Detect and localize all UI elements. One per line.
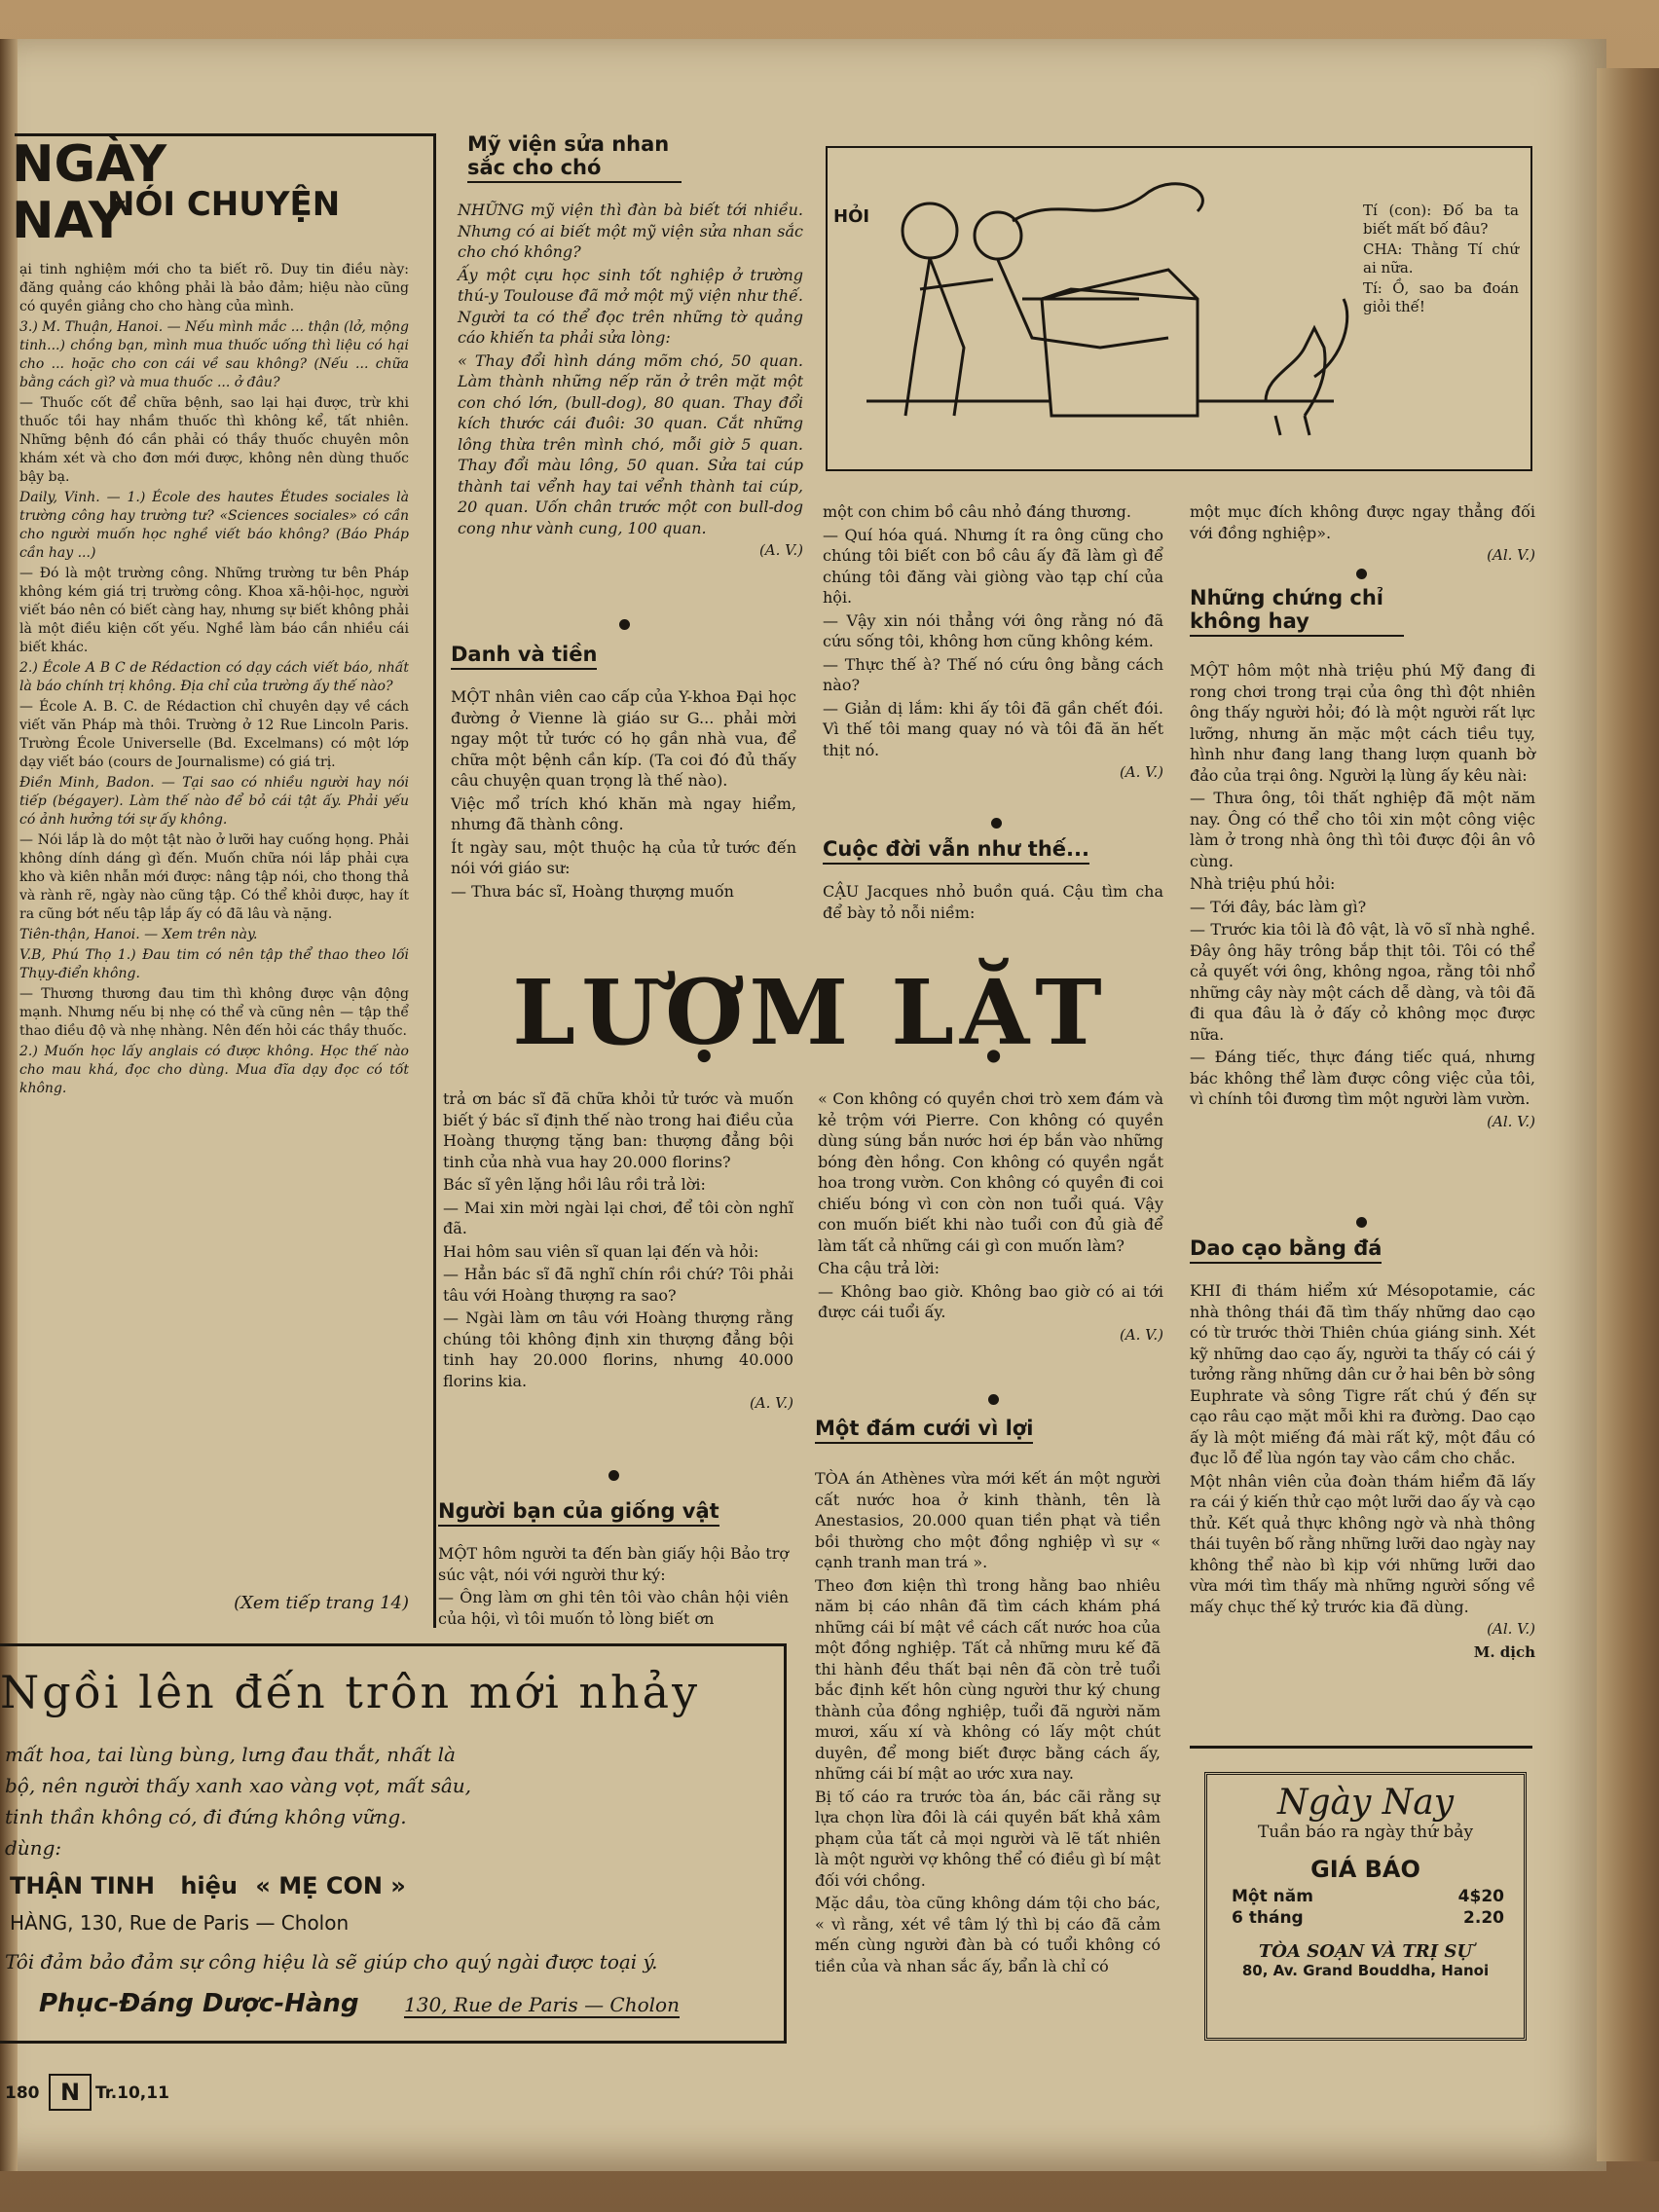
cartoon-box <box>826 146 1532 471</box>
subscription-title: Ngày Nay <box>1276 1783 1455 1823</box>
paragraph: NHỮNG mỹ viện thì đàn bà biết tới nhiều. Nhưng có ai biết một mỹ viện sửa nhan sắc cho chó không? <box>458 201 803 261</box>
article-title: Dao cạo bằng đá <box>1190 1236 1382 1264</box>
article-body <box>815 1468 1161 2052</box>
paragraph: « Thay đổi hình dáng mõm chó, 50 quan. Làm thành những nếp răn ở trên mặt một con chó lớn, (bull-dog), 80 quan. Thay đổi kích thước cái đuôi: 30 quan. Cắt những lông thừa trên mình chó, mỗi giờ 5 quan. Thay đổi màu lông, 50 quan. Sửa tai cúp thành tai vểnh hay tai vểnh thành tai cúp, 20 quan. Uốn chân trước một con bull-dog cong như vành cung, 100 quan. <box>458 350 803 537</box>
ad-line: tinh thần không có, đi đứng không vững. <box>5 1805 407 1828</box>
paragraph: — Vậy xin nói thẳng với ông rằng nó đã cứu sống tôi, không hơn cũng không kém. <box>823 610 1163 650</box>
dialogue-line: Tí (con): Đố ba ta biết mất bố đâu? <box>1363 202 1519 238</box>
signature: (A. V.) <box>749 1394 793 1412</box>
translator-credit: M. dịch <box>1473 1642 1535 1661</box>
signature: (A. V.) <box>1119 763 1163 781</box>
paragraph: KHI đi thám hiểm xứ Mésopotamie, các nhà thông thái đã tìm thấy những dao cạo có từ trước thời Thiên chúa giáng sinh. Xét kỹ những dao cạo ấy, người ta thấy có cái ý tưởng rằng những dân cư ở hai bên bờ sông Euphrate và sông Tigre rất chú ý đến sự cạo râu cạo mặt mỗi khi ra đường. Dao cạo ấy là một miếng đá mài rất kỹ, một đầu có đục lỗ để lùa ngón tay vào cầm cho chắc. <box>1190 1281 1535 1467</box>
paragraph: — Thưa bác sĩ, Hoàng thượng muốn <box>451 881 734 901</box>
paragraph: — Ngài làm ơn tâu với Hoàng thượng rằng chúng tôi không định xin thượng đẳng bội tinh hay 20.000 florins, nhưng 40.000 florins kia. <box>443 1309 793 1390</box>
book-edge <box>1597 68 1659 2161</box>
subscription-box <box>1204 1772 1527 2041</box>
subscription-subtitle: Tuần báo ra ngày thứ bảy <box>1257 1823 1474 1842</box>
paragraph: MỘT hôm một nhà triệu phú Mỹ đang đi rong chơi trong trại của ông thì đột nhiên ông thấy người hỏi; đó là một người rất lực lưỡng, nhưng ăn mặc một cách tiều tụy, hình như đang lang thang lượn quanh bờ đảo của trại ông. Người lạ lùng ấy kêu nài: <box>1190 661 1535 785</box>
paragraph: — Tới đây, bác làm gì? <box>1190 897 1367 916</box>
product-prefix: THẬN TINH <box>10 1872 155 1899</box>
signature: (Al. V.) <box>1487 1112 1535 1130</box>
paragraph: — Ông làm ơn ghi tên tôi vào chân hội viên của hội, vì tôi muốn tỏ lòng biết ơn <box>438 1588 789 1628</box>
answer: — École A. B. C. de Rédaction chỉ chuyên dạy về cách viết văn Pháp mà thôi. Trường ở 12 Rue Lincoln Paris. Trường École Universelle (Bd. Excelmans) có một lớp dạy viết báo (cours de Journalisme) có giá trị. <box>19 699 409 770</box>
separator-dot <box>619 619 630 630</box>
continued-note: (Xem tiếp trang 14) <box>234 1593 409 1613</box>
signature: (A. V.) <box>1119 1325 1163 1344</box>
separator-dot <box>608 1470 619 1481</box>
paragraph: một con chim bồ câu nhỏ đáng thương. <box>823 502 1131 521</box>
paragraph: Bác sĩ yên lặng hồi lâu rồi trả lời: <box>443 1175 706 1194</box>
paragraph: ại tinh nghiệm mới cho ta biết rõ. Duy tin điều này: đăng quảng cáo không phải là bảo đảm; hiệu nào cũng có quyền giảng cho cho hàng của mình. <box>19 262 409 314</box>
article-body <box>438 1543 789 1631</box>
paragraph: — Thưa ông, tôi thất nghiệp đã một năm nay. Ông có thể cho tôi xin một công việc làm ở trong nhà ông thì tôi được đội ân vô cùng. <box>1190 789 1535 870</box>
pharmacy-address: 130, Rue de Paris — Cholon <box>404 1993 680 2016</box>
paragraph: — Hẳn bác sĩ đã nghĩ chín rồi chứ? Tôi phải tâu với Hoàng thượng ra sao? <box>443 1265 793 1305</box>
separator-dot <box>1356 1217 1367 1228</box>
article-body <box>458 200 803 564</box>
paragraph: Ít ngày sau, một thuộc hạ của tử tước đến nói với giáo sư: <box>451 837 796 877</box>
ad-description <box>5 1739 471 1863</box>
reader-question: 3.) M. Thuận, Hanoi. — Nếu mình mắc ... thận (lở, mộng tinh...) chồng bạn, mình mua thuốc uống thì liệu có hại cho ... hoặc cho con cái về sau không? (Nếu ... chữa bằng cách gì? và mua thuốc ... ở đâu? <box>19 319 409 390</box>
article-body <box>1190 501 1535 569</box>
paragraph: Theo đơn kiện thì trong hằng bao nhiêu năm bị cáo nhân đã tìm cách khám phá những cái bí mật về cách cất nước hoa của một đồng nghiệp. Tất cả những mưu kế đã thi hành đều thất bại nên đã còn trẻ tuổi bắc định kết hôn cùng người thư ký chung thành của đồng nghiệp, tuổi đã người năm mươi, xấu xí và không có lấy một chút duyên, để mong biết được bằng cách ấy, những cái bí mật ao ước xưa nay. <box>815 1575 1161 1783</box>
paragraph: Mặc dầu, tòa cũng không dám tội cho bác, « vì rằng, xét về tâm lý thì bị cáo đã cảm mến cùng người đàn bà có tuổi không có tiền của và nhan sắc ấy, bẩn là chỉ có <box>815 1894 1161 1975</box>
cartoon-dialogue <box>1363 202 1519 318</box>
price-row <box>1207 1906 1524 1928</box>
pharmacy-name: Phục-Đáng Dược-Hàng <box>39 1989 359 2018</box>
product-name: « MẸ CON » <box>255 1872 406 1899</box>
article-title: Mỹ viện sửa nhan sắc cho chó <box>467 132 682 183</box>
article-body <box>823 501 1163 786</box>
price-label: 6 tháng <box>1232 1908 1304 1928</box>
price-label: Một năm <box>1232 1887 1313 1906</box>
article-title: Những chứng chỉ không hay <box>1190 586 1404 637</box>
masthead-fragment: NGÀY NAY <box>12 135 167 250</box>
reader-question: 2.) Muốn học lấy anglais có được không. Học thế nào cho mau khá, đọc cho dùng. Mua đĩa dạy đọc có tốt không. <box>19 1044 409 1096</box>
product-line <box>10 1872 406 1899</box>
paragraph: Việc mổ trích khó khăn mà ngay hiểm, nhưng đã thành công. <box>451 793 796 833</box>
answer: — Nói lắp là do một tật nào ở lưỡi hay cuống họng. Phải không dính dáng gì đến. Muốn chữa nói lắp phải cựa kho và kiên nhẫn mới được: nâng tập nói, cho thong thả và rành rẽ, ngày nào cũng tập. Có thể khỏi được, hay ít ra cũng bớt nếu tập lắp ấy có đã lâu và nặng. <box>19 832 409 922</box>
article-body <box>1190 1280 1535 1665</box>
paragraph: TÒA án Athènes vừa mới kết án một người cất nước hoa ở kinh thành, tên là Anestasios, 20.000 quan tiền phạt và tiền bồi thường cho một đồng nghiệp vì sự « cạnh tranh man trá ». <box>815 1469 1161 1571</box>
office-address: 80, Av. Grand Bouddha, Hanoi <box>1241 1962 1490 1979</box>
article-body <box>1190 660 1535 1134</box>
article-title: Cuộc đời vẫn như thế... <box>823 837 1089 865</box>
ad-line: mất hoa, tai lùng bùng, lưng đau thắt, nhất là <box>5 1743 456 1766</box>
price-value: 4$20 <box>1457 1887 1504 1906</box>
ad-guarantee: Tôi đảm bảo đảm sự công hiệu là sẽ giúp cho quý ngài được toại ý. <box>5 1950 658 1973</box>
left-column-text <box>19 261 409 1595</box>
answer: — Thuốc cốt để chữa bệnh, sao lại hại được, trừ khi thuốc tồi hay nhầm thuốc thì không kể, tất nhiên. Những bệnh đó cần phải có thầy thuốc chuyên môn khám xét và cho đơn mới được, không nên dùng thuốc bậy bạ. <box>19 395 409 485</box>
reader-question: Daily, Vinh. — 1.) École des hautes Études sociales là trường công hay trường tư? «Sciences sociales» có cần cho người muốn học nghề viết báo không? (Báo Pháp cần hay ...) <box>19 490 409 561</box>
separator-dot <box>1356 569 1367 579</box>
signature: (Al. V.) <box>1487 1620 1535 1638</box>
paragraph: « Con không có quyền chơi trò xem đám và kẻ trộm với Pierre. Con không có quyền dùng súng bắn nước hơi ép bắn vào những bóng đèn hồng. Con không có quyền ngắt hoa trong vườn. Con không có quyền đi coi chiếu bóng vì con còn non tuổi quá. Vậy con muốn biết khi nào tuổi con đủ già để làm tất cả những cái gì con muốn làm? <box>818 1089 1163 1255</box>
ad-line: bộ, nên người thấy xanh xao vàng vọt, mất sâu, <box>5 1774 472 1797</box>
paragraph: — Thực thế à? Thế nó cứu ông bằng cách nào? <box>823 654 1163 694</box>
signature: (Al. V.) <box>1487 546 1535 564</box>
answer: — Đó là một trường công. Những trường tư bên Pháp không kém giá trị trường công. Khoa xã-hội-học, người viết báo nên có biết càng hay, nhưng sự biết không phải là một điều kiện cốt yếu. Nghề làm báo cần nhiều cái biết khác. <box>19 566 409 655</box>
paragraph: MỘT hôm người ta đến bàn giấy hội Bảo trợ súc vật, nói với người thư ký: <box>438 1544 789 1584</box>
price-value: 2.20 <box>1463 1908 1504 1928</box>
paragraph: MỘT nhân viên cao cấp của Y-khoa Đại học đường ở Vienne là giáo sư G... phải mời ngay một tử tước có họ gần nhà vua, để chữa một bệnh cần kíp. (Ta coi đó đủ thấy câu chuyện quan trọng là thế nào). <box>451 687 796 790</box>
reader-question: V.B, Phú Thọ 1.) Đau tim có nên tập thể thao theo lối Thụy-điển không. <box>19 947 409 981</box>
article-body <box>451 686 796 903</box>
dialogue-line: Tí: Ồ, sao ba đoán giỏi thế! <box>1363 279 1519 315</box>
paragraph: — Trước kia tôi là đô vật, là võ sĩ nhà nghề. Đây ông hãy trông bắp thịt tôi. Tôi có thể cả quyết với ông, không ngoa, rằng tôi nhổ những cây này một cách dễ dàng, và tôi đã đi qua đâu là ở đấy cỏ không mọc được nữa. <box>1190 920 1535 1044</box>
price-heading: GIÁ BÁO <box>1310 1856 1420 1883</box>
reader-question: Tiên-thận, Hanoi. — Xem trên này. <box>19 927 258 942</box>
paragraph: CẬU Jacques nhỏ buồn quá. Cậu tìm cha để bày tỏ nỗi niềm: <box>823 882 1163 922</box>
ad-headline: Ngồi lên đến trôn mới nhảy <box>0 1666 701 1718</box>
signature: (A. V.) <box>758 541 803 559</box>
article-body <box>818 1088 1163 1347</box>
office-heading: TÒA SOẠN VÀ TRỊ SỰ <box>1258 1941 1473 1962</box>
article-body <box>443 1088 793 1417</box>
answer: — Thương thương đau tim thì không được vận động mạnh. Nhưng nếu bị nhẹ có thể và cũng nên — tập thể thao điều độ và nhẹ nhàng. Nên đến hỏi các thầy thuốc. <box>19 986 409 1039</box>
article-title: Một đám cưới vì lợi <box>815 1417 1033 1444</box>
shop-line: HÀNG, 130, Rue de Paris — Cholon <box>10 1911 350 1935</box>
paragraph: — Mai xin mời ngài lại chơi, để tôi còn nghĩ đã. <box>443 1198 793 1237</box>
cartoon-illustration <box>847 153 1353 464</box>
section-title: NÓI CHUYỆN <box>107 185 341 224</box>
paragraph: một mục đích không được ngay thẳng đối với đồng nghiệp». <box>1190 502 1535 542</box>
ad-line: dùng: <box>5 1836 62 1860</box>
paragraph: Nhà triệu phú hỏi: <box>1190 874 1336 893</box>
paragraph: Một nhân viên của đoàn thám hiểm đã lấy ra cái ý kiến thử cạo một lưỡi dao ấy và cạo thử. Kết quả thực không ngờ và nhà thông thái tuyên bố rằng những lưỡi dao ngày nay không thể nào bì kịp với những lưỡi dao vừa mới tìm thấy mà những người sống về mấy chục thế kỷ trước kia đã dùng. <box>1190 1471 1535 1616</box>
paragraph: — Giản dị lắm: khi ấy tôi đã gần chết đói. Vì thế tôi mang quay nó và tôi đã ăn hết thịt nó. <box>823 698 1163 759</box>
price-row <box>1207 1883 1524 1906</box>
cartoon-label: HỎI <box>833 206 870 227</box>
paragraph: Cha cậu trả lời: <box>818 1259 940 1277</box>
reader-question: Điền Minh, Badon. — Tại sao có nhiều người hay nói tiếp (bégayer). Làm thế nào để bỏ cái tật ấy. Phải yếu có ảnh hưởng tới sự ấy không. <box>19 775 409 828</box>
subscription-top-rule <box>1190 1746 1532 1749</box>
reader-question: 2.) École A B C de Rédaction có dạy cách viết báo, nhất là báo chính trị không. Địa chỉ của trường ấy thế nào? <box>19 660 409 694</box>
paragraph: trả ơn bác sĩ đã chữa khỏi tử tước và muốn biết ý bác sĩ định thế nào trong hai điều của Hoàng thượng tặng ban: thượng đẳng bội tinh của nhà vua hay 20.000 florins? <box>443 1089 793 1171</box>
page-numbers: Tr.10,11 <box>95 2083 169 2103</box>
paragraph: — Không bao giờ. Không bao giờ có ai tới được cái tuổi ấy. <box>818 1281 1163 1321</box>
paragraph: Hai hôm sau viên sĩ quan lại đến và hỏi: <box>443 1241 759 1261</box>
article-body <box>823 881 1163 925</box>
left-box-right-rule <box>433 133 436 1628</box>
issue-number: 180 <box>5 2083 40 2103</box>
advertisement-box <box>0 1643 787 2044</box>
ngay-nay-logo-icon: N <box>49 2074 92 2111</box>
separator-dot <box>988 1394 999 1405</box>
paragraph: — Quí hóa quá. Nhưng ít ra ông cũng cho chúng tôi biết con bồ câu ấy đã làm gì để chúng tôi đăng vài giòng vào tạp chí của hội. <box>823 525 1163 607</box>
dialogue-line: CHA: Thằng Tí chứ ai nữa. <box>1363 240 1519 276</box>
paragraph: — Đáng tiếc, thực đáng tiếc quá, nhưng bác không thể làm được công việc của tôi, vì chính tôi đương tìm một người làm vườn. <box>1190 1048 1535 1108</box>
product-word: hiệu <box>180 1872 238 1899</box>
article-title: Danh và tiền <box>451 643 597 670</box>
headline: LƯỢM LẶT <box>512 960 1108 1065</box>
separator-dot <box>991 818 1002 829</box>
paragraph: Bị tố cáo ra trước tòa án, bác cãi rằng sự lựa chọn lừa đôi là cái quyền bất khả xâm phạm của tất cả mọi người và lẽ tất nhiên là một người vợ không thể có điều gì bí mật đối với chồng. <box>815 1787 1161 1890</box>
article-title: Người bạn của giống vật <box>438 1499 719 1527</box>
paragraph: Ấy một cựu học sinh tốt nghiệp ở trường thú-y Toulouse đã mở một mỹ viện như thế. Người ta có thể đọc trên những tờ quảng cáo khiến ta phải sửa lòng: <box>458 265 803 347</box>
